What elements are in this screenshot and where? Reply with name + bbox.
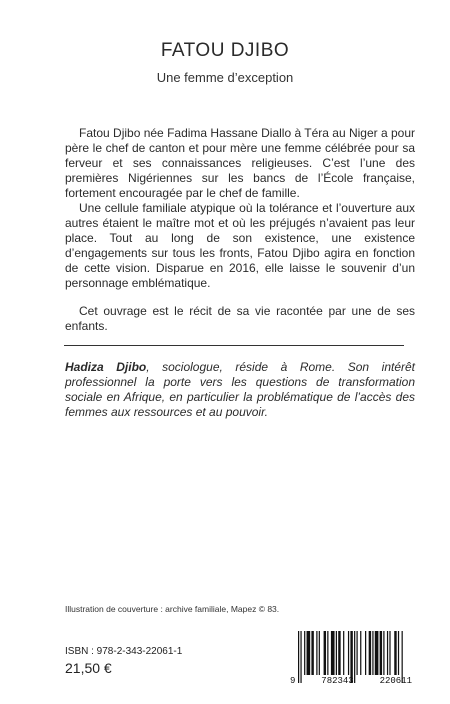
price: 21,50 € — [65, 660, 112, 676]
book-subtitle: Une femme d’exception — [156, 70, 294, 85]
barcode-digits — [290, 676, 412, 686]
author-name: Hadiza Djibo — [65, 360, 147, 374]
book-title: FATOU DJIBO — [160, 40, 290, 61]
author-bio-text: , sociologue, réside à Rome. Son intérêt professionnel la porte vers les questions de transformation sociale en Afrique, en particulier la problématique de l’accès des femmes aux ressources et au pouvoir. — [65, 360, 415, 419]
isbn: ISBN : 978-2-343-22061-1 — [65, 646, 183, 657]
summary-paragraph-1: Fatou Djibo née Fadima Hassane Diallo à Téra au Niger a pour père le chef de canton et pour mère une femme célébrée pour sa ferveur et ses connaissances religieuses. C’est l’une des premières Nigériennes sur les bancs de l’École française, fortement encouragée par le chef de famille. — [65, 126, 415, 200]
barcode-left-digits: 782343 — [321, 676, 354, 686]
author-bio — [65, 360, 415, 420]
summary-text — [65, 126, 415, 334]
barcode-first-digit: 9 — [290, 676, 296, 686]
cover-credit: Illustration de couverture : archive familiale, Mapez © 83. — [65, 604, 280, 614]
barcode-right-digits: 220611 — [379, 676, 412, 686]
summary-paragraph-2: Une cellule familiale atypique où la tolérance et l’ouverture aux autres étaient le maître mot et où les préjugés n’avaient pas leur place. Tout au long de son existence, une existence d’engagements sur tous les fronts, Fatou Djibo agira en fonction de cette vision. Disparue en 2016, elle laisse le souvenir d’un personnage emblématique. — [65, 201, 415, 290]
summary-paragraph-3: Cet ouvrage est le récit de sa vie racontée par une de ses enfants. — [65, 304, 415, 333]
divider — [64, 345, 404, 346]
